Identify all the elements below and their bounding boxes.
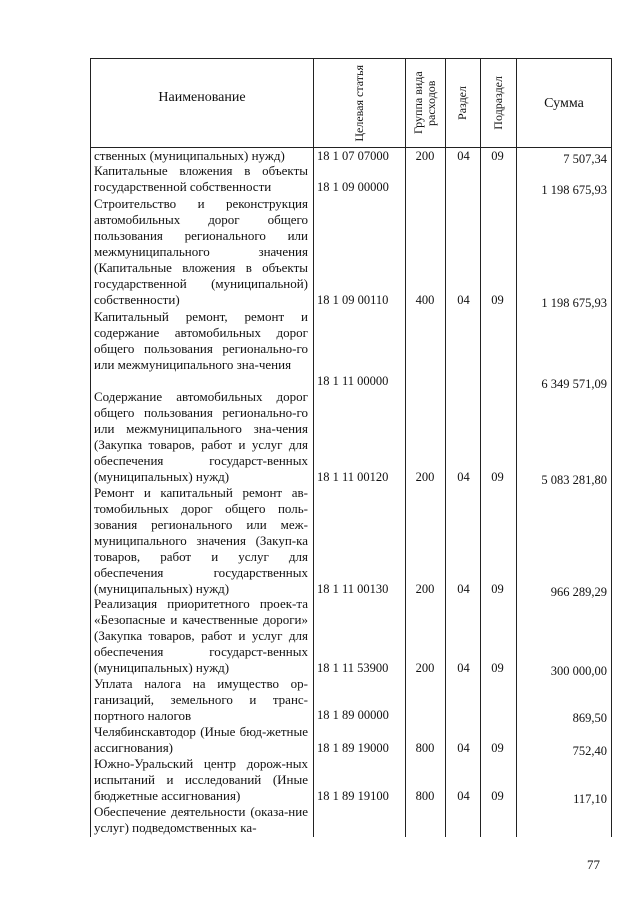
page-number: 77: [587, 857, 600, 872]
row-section: 04: [457, 149, 470, 163]
row-code: 18 1 11 53900: [317, 661, 389, 675]
row-subsection: 09: [491, 582, 504, 596]
column-divider: [480, 59, 481, 837]
row-sum: 117,10: [573, 792, 607, 806]
row-subsection: 09: [491, 789, 504, 803]
row-name: Содержание автомобильных дорог общего пользования регионально-го или межмуниципального зна-чения (Закупка товаров, работ и услуг для обеспечения государст-венных (муниципальных) нужд): [94, 389, 308, 484]
row-group: 200: [415, 661, 435, 675]
row-section: 04: [457, 789, 470, 803]
row-name: Ремонт и капитальный ремонт ав-томобильных дорог общего поль-зования регионального или меж-муниципального значения (Закуп-ка товаров, работ и услуг для обеспечения государственных (муниципальных) нужд): [94, 485, 308, 596]
row-subsection: 09: [491, 661, 504, 675]
row-name: Обеспечение деятельности (оказа-ние услуг) подведомственных ка-: [94, 804, 308, 835]
column-divider: [405, 59, 406, 837]
row-subsection: 09: [491, 149, 504, 163]
row-code: 18 1 89 00000: [317, 708, 389, 722]
row-name: Капитальный ремонт, ремонт и содержание автомобильных дорог общего пользования регионально-го или межмуниципального зна-чения: [94, 309, 308, 372]
header-section: Раздел: [455, 86, 469, 120]
row-subsection: 09: [491, 741, 504, 755]
column-divider: [313, 59, 314, 837]
row-sum: 6 349 571,09: [541, 377, 607, 391]
row-sum: 7 507,34: [563, 152, 607, 166]
row-group: 200: [415, 470, 435, 484]
row-code: 18 1 89 19100: [317, 789, 389, 803]
row-code: 18 1 11 00120: [317, 470, 389, 484]
header-group-cell: [405, 59, 445, 147]
row-code: 18 1 11 00130: [317, 582, 389, 596]
row-name: Южно-Уральский центр дорож-ных испытаний и исследований (Иные бюджетные ассигнования): [94, 756, 308, 803]
row-subsection: 09: [491, 470, 504, 484]
row-name: Реализация приоритетного проек-та «Безопасные и качественные дороги» (Закупка товаров, работ и услуг для обеспечения государст-венных (муниципальных) нужд): [94, 596, 308, 675]
row-code: 18 1 09 00110: [317, 293, 389, 307]
row-sum: 966 289,29: [550, 585, 607, 599]
row-sum: 1 198 675,93: [541, 183, 607, 197]
row-code: 18 1 11 00000: [317, 374, 389, 388]
column-divider: [445, 59, 446, 837]
row-section: 04: [457, 293, 470, 307]
row-sum: 300 000,00: [550, 664, 607, 678]
header-subsection-cell: [480, 59, 516, 147]
row-name: Уплата налога на имущество ор-ганизаций, земельного и транс-портного налогов: [94, 676, 308, 723]
header-code: Целевая статья: [351, 64, 366, 142]
budget-table: [90, 58, 612, 837]
row-section: 04: [457, 470, 470, 484]
header-subsection: Подраздел: [490, 76, 505, 130]
header-sum: Сумма: [544, 96, 584, 111]
row-group: 400: [415, 293, 435, 307]
row-name: Строительство и реконструкция автомобильных дорог общего пользования регионального или межмуниципального значения (Капитальные вложения в объекты государственной (муниципальной) собственности): [94, 196, 308, 307]
row-sum: 752,40: [572, 744, 607, 758]
row-group: 200: [415, 582, 435, 596]
header-section-cell: [445, 59, 480, 147]
header-name: Наименование: [158, 90, 246, 105]
row-sum: 869,50: [572, 711, 607, 725]
row-name: Челябинскавтодор (Иные бюд-жетные ассигнования): [94, 724, 308, 755]
row-group: 200: [415, 149, 435, 163]
row-name: ственных (муниципальных) нужд): [94, 148, 285, 163]
row-sum: 5 083 281,80: [541, 473, 607, 487]
row-section: 04: [457, 661, 470, 675]
row-sum: 1 198 675,93: [541, 296, 607, 310]
header-code-cell: [313, 59, 405, 147]
column-divider: [516, 59, 517, 837]
row-code: 18 1 07 07000: [317, 149, 389, 163]
header-group: Группа вида расходов: [411, 71, 438, 135]
row-section: 04: [457, 741, 470, 755]
row-section: 04: [457, 582, 470, 596]
row-subsection: 09: [491, 293, 504, 307]
row-code: 18 1 89 19000: [317, 741, 389, 755]
row-name: Капитальные вложения в объекты государственной собственности: [94, 163, 308, 194]
row-code: 18 1 09 00000: [317, 180, 389, 194]
row-group: 800: [415, 789, 435, 803]
row-group: 800: [415, 741, 435, 755]
